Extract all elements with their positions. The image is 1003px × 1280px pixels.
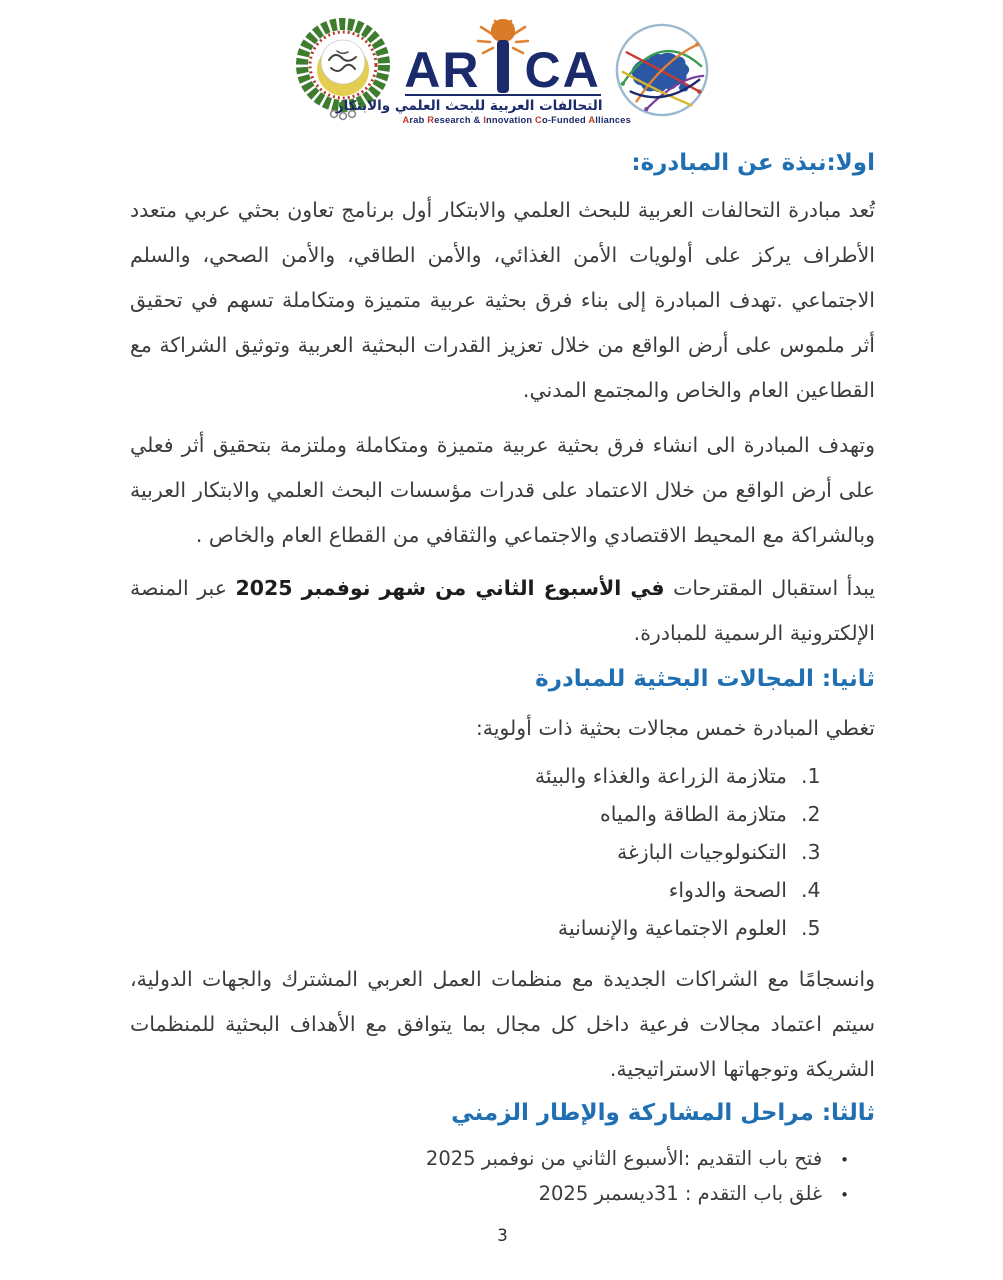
arica-english-name [402,114,631,125]
list-item-number: 4. [801,878,821,902]
bullet-icon: • [840,1186,849,1204]
p3-text-before: يبدأ استقبال المقترحات [664,576,876,600]
bullet-item [130,1142,849,1177]
arica-arabic-name: التحالفات العربية للبحث العلمي والابتكار [335,98,603,115]
arica-letters-left: AR [404,42,481,99]
timeline-bullet-list [130,1142,875,1212]
list-item-label: التكنولوجيات البازغة [617,840,787,864]
list-item-number: 5. [801,916,821,940]
page-number: 3 [497,1226,508,1245]
arica-wordmark [403,15,603,99]
list-item [130,795,835,833]
section1-heading: اولا:نبذة عن المبادرة: [631,150,875,176]
header-logos [0,0,1003,126]
bullet-icon: • [840,1151,849,1169]
section1-paragraph3 [130,566,875,656]
section1-paragraph1: تُعد مبادرة التحالفات العربية للبحث العلمي والابتكار أول برنامج تعاون بحثي عربي متعدد الأطراف يركز على أولويات الأمن الغذائي، والأمن الطاقي، والأمن الصحي، والسلم الاجتماعي .تهدف المبادرة إلى بناء فرق بحثية عربية متميزة ومتكاملة تسهم في تحقيق أثر ملموس على أرض الواقع من خلال تعزيز القدرات البحثية العربية وتوثيق الشراكة مع القطاعين العام والخاص والمجتمع المدني. [130,198,875,402]
list-item-number: 1. [801,764,821,788]
tagline-part: esearch & [434,114,484,125]
bullet-item [130,1177,849,1212]
list-item-label: متلازمة الزراعة والغذاء والبيئة [534,764,787,788]
research-areas-list [130,757,875,947]
globe-network-logo [613,21,711,119]
bullet-label: غلق باب التقدم : 31ديسمبر 2025 [538,1182,823,1205]
p3-bold-date: في الأسبوع الثاني من شهر نوفمبر 2025 [235,576,665,600]
list-item-number: 2. [801,802,821,826]
list-item-label: متلازمة الطاقة والمياه [600,802,787,826]
section2-heading: ثانيا: المجالات البحثية للمبادرة [535,666,875,692]
tagline-part: lliances [595,114,631,125]
list-item [130,757,835,795]
bullet-label: فتح باب التقديم :الأسبوع الثاني من نوفمبر 2025 [425,1147,823,1170]
arica-logo [335,15,631,125]
arica-letters-right: CA [524,42,601,99]
tagline-part: A [588,114,596,125]
tagline-part: R [427,114,435,125]
p3-text-after: عبر المنصة الإلكترونية الرسمية للمبادرة. [130,576,875,645]
tagline-part: I [483,114,487,125]
section2-paragraph: وانسجامًا مع الشراكات الجديدة مع منظمات العمل العربي المشترك والجهات الدولية، سيتم اعتماد مجالات فرعية داخل كل مجال بما يتوافق مع الأهداف البحثية للمنظمات الشريكة وتوجهاتها الاستراتيجية. [130,967,875,1081]
tagline-part: o-Funded [541,114,589,125]
section3-heading: ثالثا: مراحل المشاركة والإطار الزمني [451,1100,875,1126]
section1-paragraph2: وتهدف المبادرة الى انشاء فرق بحثية عربية متميزة ومتكاملة وملتزمة بتحقيق أثر فعلي على أرض الواقع من خلال الاعتماد على قدرات مؤسسات البحث العلمي والابتكار العربية وبالشراكة مع المحيط الاقتصادي والاجتماعي والثقافي من القطاع العام والخاص . [130,433,875,547]
globe-network-icon [613,21,711,119]
list-item [130,871,835,909]
section2-intro: تغطي المبادرة خمس مجالات بحثية ذات أولوية: [475,716,875,740]
lightbulb-icon [477,15,529,93]
tagline-part: A [402,114,410,125]
document-body [0,150,1003,1245]
list-item [130,909,835,947]
list-item-label: العلوم الاجتماعية والإنسانية [557,916,787,940]
tagline-part: nnovation [486,114,536,125]
list-item [130,833,835,871]
list-item-number: 3. [801,840,821,864]
tagline-part: rab [409,114,428,125]
tagline-part: C [535,114,542,125]
list-item-label: الصحة والدواء [668,878,787,902]
